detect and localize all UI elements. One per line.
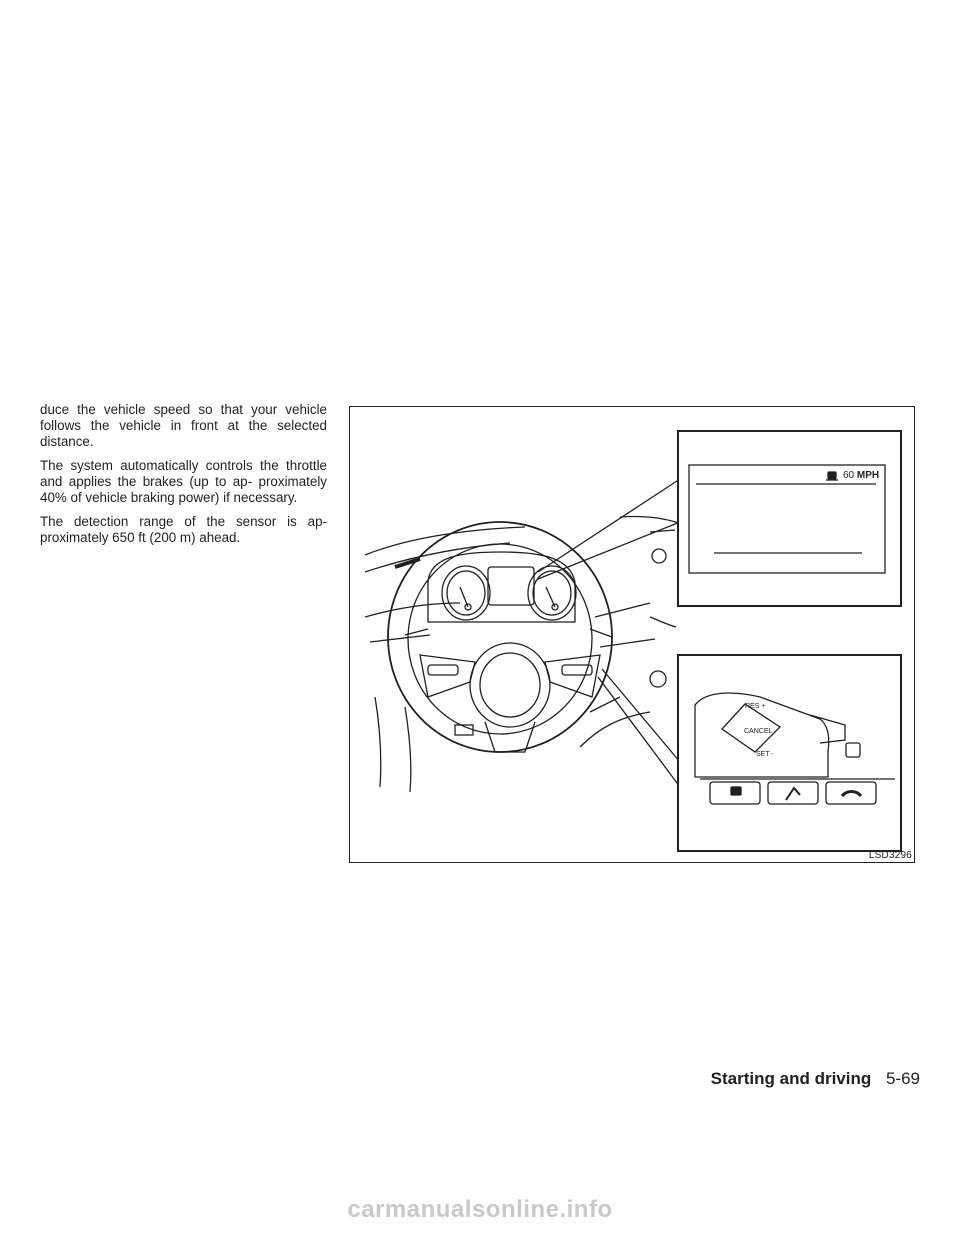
paragraph: The system automatically controls the throttle and applies the brakes (up to ap- proximately 40% of vehicle braking power) if necessary. <box>40 458 327 505</box>
speed-readout <box>843 470 879 481</box>
lane-assist-icon <box>731 787 741 795</box>
vehicle-ahead-icon <box>826 472 838 480</box>
page-footer <box>711 1069 920 1089</box>
section-title: Starting and driving <box>710 1069 872 1088</box>
figure-code: LSD3296 <box>868 850 912 861</box>
set-minus-label: SET - <box>756 751 774 758</box>
steering-wheel-illustration <box>349 406 915 863</box>
res-plus-label: RES + <box>745 703 766 710</box>
watermark: carmanualsonline.info <box>347 1196 613 1223</box>
body-text <box>40 402 327 554</box>
paragraph: duce the vehicle speed so that your vehicle follows the vehicle in front at the selected distance. <box>40 402 327 449</box>
cancel-label: CANCEL <box>744 728 773 735</box>
speed-unit: MPH <box>856 470 880 481</box>
page-number: 5-69 <box>885 1069 920 1088</box>
speed-value: 60 <box>843 470 855 481</box>
paragraph: The detection range of the sensor is ap- proximately 650 ft (200 m) ahead. <box>40 514 327 545</box>
